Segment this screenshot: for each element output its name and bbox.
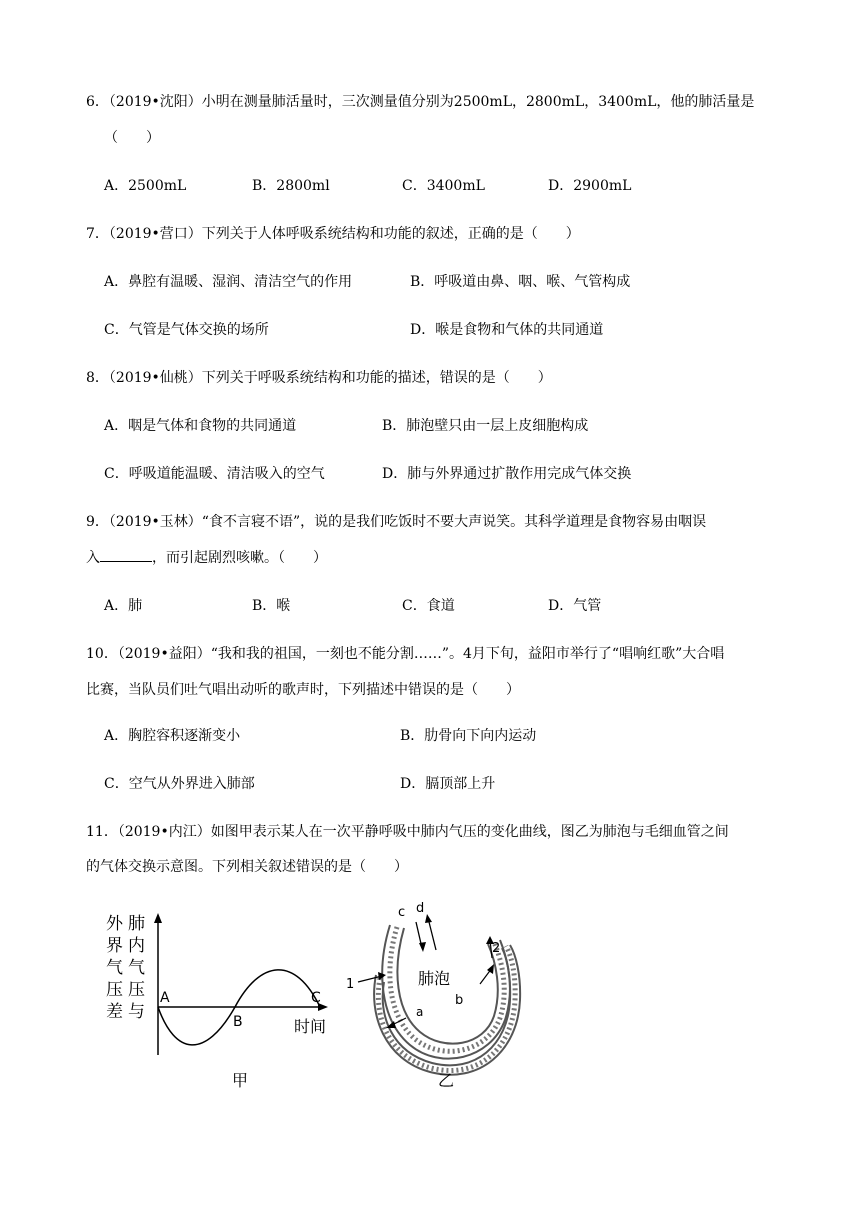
figure-jia-caption: 甲 [232,1071,249,1090]
ylabel-left-3: 气 [106,958,123,978]
alveolus-label: 肺泡 [418,969,451,988]
figure-yi-caption: 乙 [438,1071,455,1090]
q10-stem: 10．（2019•益阳）“我和我的祖国，一刻也不能分割……”。4月下旬，益阳市举行了“唱响红歌”大合唱 [86,646,725,662]
ylabel-right-4: 压 [128,980,145,1000]
q8-option-d: D．肺与外界通过扩散作用完成气体交换 [382,466,632,482]
q6-stem-cont: （ ） [104,130,160,146]
point-c-label: C [311,990,321,1006]
label-a: a [416,1005,424,1019]
q11-stem: 11．（2019•内江）如图甲表示某人在一次平静呼吸中肺内气压的变化曲线，图乙为肺泡与毛细血管之间 [86,824,729,840]
label-1: 1 [346,977,355,992]
q9-option-b: B．喉 [252,598,291,614]
q10-option-b: B．肋骨向下向内运动 [400,728,537,744]
capillary-outer [374,945,520,1075]
ylabel-left-1: 外 [106,914,123,934]
point-a-label: A [160,990,170,1006]
capillary-inner [383,948,510,1065]
q7-option-d: D．喉是食物和气体的共同通道 [410,322,604,338]
q10-option-a: A．胸腔容积逐渐变小 [104,728,241,744]
q7-option-b: B．呼吸道由鼻、咽、喉、气管构成 [410,274,631,290]
ylabel-left-5: 差 [106,1002,123,1022]
ylabel-right-1: 肺 [128,914,145,934]
figure-jia [100,905,340,1095]
q10-stem-cont: 比赛，当队员们吐气唱出动听的歌声时，下列描述中错误的是（ ） [86,682,520,698]
q9-option-c: C．食道 [402,598,455,614]
q9-option-a: A．肺 [104,598,143,614]
ylabel-right-2: 内 [128,936,145,956]
q8-option-c: C．呼吸道能温暖、清洁吸入的空气 [104,466,325,482]
q8-stem: 8．（2019•仙桃）下列关于呼吸系统结构和功能的描述，错误的是（ ） [86,370,552,386]
q9-answer-blank [100,547,152,562]
label-2: 2 [492,941,501,956]
q7-stem: 7．（2019•营口）下列关于人体呼吸系统结构和功能的叙述，正确的是（ ） [86,226,580,242]
arrow-c-head [419,942,426,952]
q6-option-b: B．2800ml [252,178,330,194]
q9-stem-post: ，而引起剧烈咳嗽。（ ） [152,550,327,566]
arrow-d [428,918,436,950]
q8-option-b: B．肺泡壁只由一层上皮细胞构成 [382,418,589,434]
y-axis-arrow [154,913,162,923]
q10-option-d: D．膈顶部上升 [400,776,496,792]
q10-option-c: C．空气从外界进入肺部 [104,776,255,792]
ylabel-right-3: 气 [128,958,145,978]
ylabel-right-5: 与 [128,1002,145,1022]
q6-option-a: A．2500mL [104,178,187,194]
x-axis-label: 时间 [294,1017,327,1036]
q9-stem: 9．（2019•玉林）“食不言寝不语”，说的是我们吃饭时不要大声说笑。其科学道理是食物容易由咽误 [86,514,707,530]
q6-option-c: C．3400mL [402,178,485,194]
label-c: c [398,905,406,920]
q11-stem-cont: 的气体交换示意图。下列相关叙述错误的是（ ） [86,859,408,875]
alveolus-wall-texture [390,927,504,1051]
q6-stem: 6．（2019•沈阳）小明在测量肺活量时，三次测量值分别为2500mL，2800mL，3400mL，他的肺活量是 [86,94,755,110]
ylabel-left-2: 界 [106,936,123,956]
label-d: d [416,901,425,916]
q9-stem-pre: 入 [86,550,100,566]
label-b: b [455,993,464,1008]
q8-option-a: A．咽是气体和食物的共同通道 [104,418,297,434]
point-b-label: B [233,1014,243,1030]
q7-option-a: A．鼻腔有温暖、湿润、清洁空气的作用 [104,274,353,290]
q6-option-d: D．2900mL [548,178,632,194]
q7-option-c: C．气管是气体交换的场所 [104,322,269,338]
arrow-d-head [425,914,432,923]
q9-stem-cont [86,547,327,568]
q9-option-d: D．气管 [548,598,602,614]
figure-yi [340,900,540,1100]
ylabel-left-4: 压 [106,980,123,1000]
